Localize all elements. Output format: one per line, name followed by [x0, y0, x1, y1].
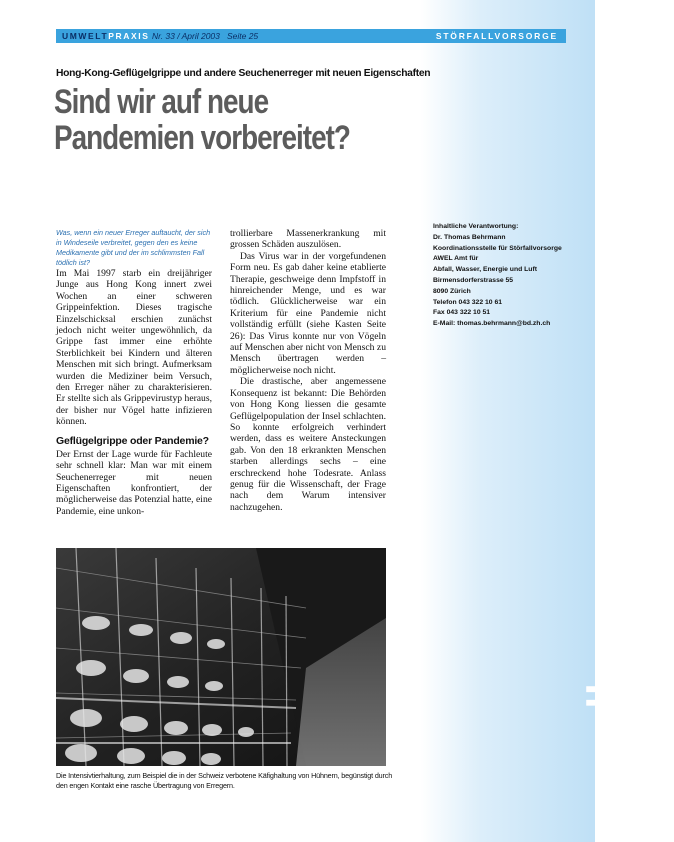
column-2-paragraph-2: Das Virus war in der vorgefundenen Form neu. Es gab daher keine etablierte Therapie, geschweige denn Impfstoff in hinreichender Menge, und es war tödlich. Glücklicherweise war ein Kriterium für eine Pandemie nicht vollständig erfüllt (siehe Kasten Seite 26): Das Virus konnte nur von Vögeln auf Menschen aber nicht von Mensch zu Mensch übertragen werden – möglicherweise noch nicht. [230, 250, 386, 376]
title-line-1: Sind wir auf neue [54, 83, 269, 121]
title-line-2: Pandemien vorbereitet? [54, 119, 350, 157]
article-column-2 [230, 228, 386, 513]
contact-office-full: Abfall, Wasser, Energie und Luft [433, 266, 537, 274]
brand-main: UMWELT [62, 31, 109, 41]
contact-city: 8090 Zürich [433, 287, 471, 295]
brand-accent: PRAXIS [108, 31, 150, 41]
section-label: STÖRFALLVORSORGE [435, 31, 558, 41]
sidebar-background [420, 0, 595, 842]
contact-email-link[interactable]: E-Mail: thomas.behrmann@bd.zh.ch [433, 320, 551, 328]
column-1-paragraph-2: Der Ernst der Lage wurde für Fachleute sehr schnell klar: Man war mit einem Seuchenerreger mit neuen Eigenschaften konfrontiert, der möglicherweise das Potenzial hatte, eine Pandemie, eine unkon- [56, 448, 212, 517]
contact-phone: Telefon 043 322 10 61 [433, 298, 503, 306]
contact-box [433, 222, 583, 330]
article-photo [56, 548, 386, 766]
column-2-paragraph-3: Die drastische, aber angemessene Konsequenz ist bekannt: Die Behörden von Hong Kong liessen die gesamte Geflügelpopulation der Insel schlachten. So konnte erfolgreich verhindert werden, dass es weitere Ansteckungen gab. Von den 18 erkrankten Menschen starben allerdings sechs – eine erschreckend hohe Todesrate. Anlass genug für die Wissenschaft, der Frage nach dem Warum intensiver nachzugehen. [230, 376, 386, 513]
photo-caption: Die Intensivtierhaltung, zum Beispiel die in der Schweiz verbotene Käfighaltung von Hühnern, begünstigt durch den engen Kontakt eine rasche Übertragung von Erregern. [56, 771, 393, 790]
column-2-paragraph-1: trollierbare Massenerkrankung mit grossen Schäden auszulösen. [230, 228, 386, 251]
contact-street: Birmensdorferstrasse 55 [433, 276, 514, 284]
battery-cage-photo [56, 548, 386, 766]
issue-info: Nr. 33 / April 2003 Seite 25 [152, 31, 259, 41]
brand-logo [62, 29, 150, 43]
article-lead: Was, wenn ein neuer Erreger auftaucht, der sich in Windeseile verbreitet, gegen den es keine Medikamente gibt und der im schlimmsten Fall tödlich ist? [56, 228, 211, 267]
contact-department: Koordinationsstelle für Störfallvorsorge [433, 244, 562, 252]
column-1-paragraph-1: Im Mai 1997 starb ein dreijähriger Junge aus Hong Kong innert zwei Wochen an einer schweren Grippeinfektion. Dieses tragische Einzelschicksal erschien zunächst jedoch nicht weiter ungewöhnlich, da Grippe fast immer eine erhöhte Sterblichkeit bei Kindern und älteren Menschen mit sich bringt. Aufmerksam wurden die Mediziner beim Versuch, den Erreger näher zu charakterisieren. Er stellte sich als Grippevirustyp heraus, der bisher nur Vögel hatte infizieren können. [56, 268, 212, 428]
article-subhead: Geflügelgrippe oder Pandemie? [56, 434, 209, 447]
header-bar [56, 29, 566, 43]
article-title [54, 84, 366, 156]
contact-fax: Fax 043 322 10 51 [433, 309, 491, 317]
contact-office: AWEL Amt für [433, 255, 479, 263]
vertical-section-title: STÖRFALLVORSORGE [583, 109, 674, 800]
contact-heading: Inhaltliche Verantwortung: [433, 223, 519, 230]
contact-person: Dr. Thomas Behrmann [433, 233, 506, 241]
article-kicker: Hong-Kong-Geflügelgrippe und andere Seuchenerreger mit neuen Eigenschaften [56, 68, 431, 79]
article-column-1 [56, 228, 212, 517]
